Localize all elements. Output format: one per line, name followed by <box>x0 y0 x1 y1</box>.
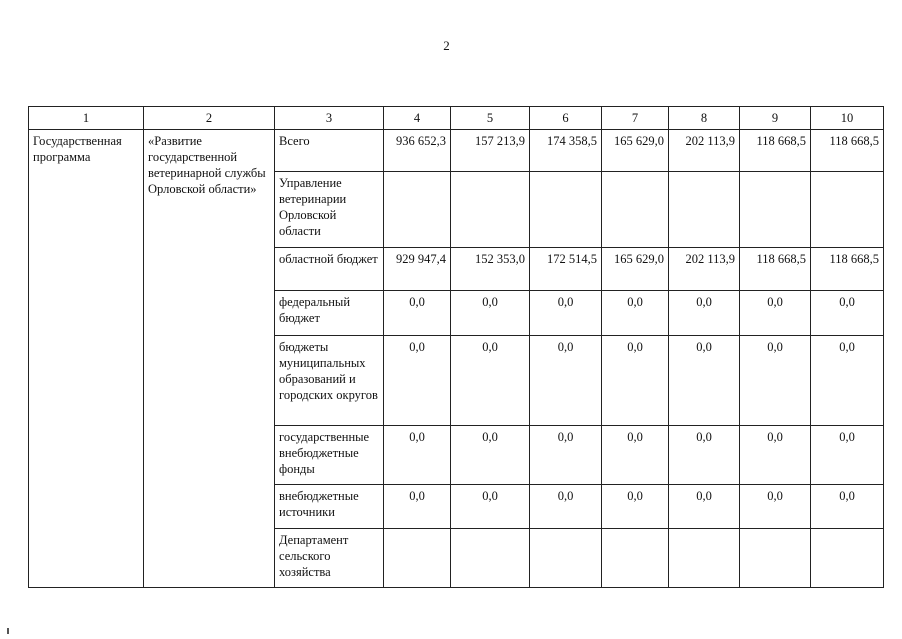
value-cell: 172 514,5 <box>530 248 602 291</box>
value-cell: 0,0 <box>530 336 602 426</box>
column-number-header: 7 <box>602 107 669 130</box>
row-label-cell: Департамент сельского хозяйства <box>275 529 384 588</box>
value-cell <box>811 172 884 248</box>
table-row <box>29 130 884 172</box>
value-cell <box>602 529 669 588</box>
value-cell <box>669 172 740 248</box>
value-cell: 0,0 <box>384 291 451 336</box>
value-cell: 0,0 <box>530 291 602 336</box>
table-header-row <box>29 107 884 130</box>
value-cell: 0,0 <box>740 291 811 336</box>
value-cell <box>669 529 740 588</box>
value-cell <box>740 529 811 588</box>
row-label-cell: Всего <box>275 130 384 172</box>
scan-mark <box>7 628 9 634</box>
row-label-cell: Управление ветеринарии Орловской области <box>275 172 384 248</box>
value-cell: 0,0 <box>669 291 740 336</box>
column-number-header: 9 <box>740 107 811 130</box>
row-label-cell: областной бюджет <box>275 248 384 291</box>
value-cell: 0,0 <box>384 336 451 426</box>
value-cell: 0,0 <box>669 336 740 426</box>
value-cell: 0,0 <box>811 291 884 336</box>
value-cell <box>602 172 669 248</box>
program-name-cell: «Развитие государственной ветеринарной службы Орловской области» <box>144 130 275 588</box>
value-cell <box>530 172 602 248</box>
value-cell <box>384 172 451 248</box>
value-cell <box>451 529 530 588</box>
column-number-header: 4 <box>384 107 451 130</box>
value-cell: 157 213,9 <box>451 130 530 172</box>
value-cell: 0,0 <box>740 336 811 426</box>
value-cell: 0,0 <box>451 426 530 485</box>
value-cell: 0,0 <box>811 485 884 529</box>
column-number-header: 1 <box>29 107 144 130</box>
value-cell: 0,0 <box>451 291 530 336</box>
value-cell: 202 113,9 <box>669 130 740 172</box>
value-cell: 929 947,4 <box>384 248 451 291</box>
value-cell: 0,0 <box>669 485 740 529</box>
column-number-header: 2 <box>144 107 275 130</box>
value-cell <box>451 172 530 248</box>
value-cell: 0,0 <box>602 291 669 336</box>
value-cell: 0,0 <box>451 336 530 426</box>
value-cell: 174 358,5 <box>530 130 602 172</box>
value-cell: 0,0 <box>602 426 669 485</box>
page-number: 2 <box>443 38 450 53</box>
row-label-cell: федеральный бюджет <box>275 291 384 336</box>
value-cell: 0,0 <box>740 426 811 485</box>
row-label-cell: государственные внебюджетные фонды <box>275 426 384 485</box>
value-cell: 936 652,3 <box>384 130 451 172</box>
column-number-header: 3 <box>275 107 384 130</box>
value-cell: 0,0 <box>451 485 530 529</box>
value-cell: 118 668,5 <box>811 248 884 291</box>
program-type-cell: Государственная программа <box>29 130 144 588</box>
value-cell: 0,0 <box>530 485 602 529</box>
value-cell: 0,0 <box>384 485 451 529</box>
budget-table <box>28 106 884 588</box>
value-cell: 165 629,0 <box>602 248 669 291</box>
row-label-cell: внебюджетные источники <box>275 485 384 529</box>
value-cell: 0,0 <box>740 485 811 529</box>
value-cell: 0,0 <box>811 426 884 485</box>
column-number-header: 5 <box>451 107 530 130</box>
column-number-header: 6 <box>530 107 602 130</box>
value-cell <box>740 172 811 248</box>
value-cell: 202 113,9 <box>669 248 740 291</box>
value-cell: 0,0 <box>602 485 669 529</box>
value-cell <box>811 529 884 588</box>
column-number-header: 10 <box>811 107 884 130</box>
value-cell: 118 668,5 <box>740 130 811 172</box>
value-cell: 165 629,0 <box>602 130 669 172</box>
value-cell <box>530 529 602 588</box>
value-cell: 0,0 <box>384 426 451 485</box>
value-cell: 0,0 <box>530 426 602 485</box>
value-cell: 0,0 <box>669 426 740 485</box>
column-number-header: 8 <box>669 107 740 130</box>
value-cell: 118 668,5 <box>811 130 884 172</box>
row-label-cell: бюджеты муниципальных образований и городских округов <box>275 336 384 426</box>
value-cell: 152 353,0 <box>451 248 530 291</box>
value-cell: 118 668,5 <box>740 248 811 291</box>
value-cell <box>384 529 451 588</box>
value-cell: 0,0 <box>602 336 669 426</box>
value-cell: 0,0 <box>811 336 884 426</box>
